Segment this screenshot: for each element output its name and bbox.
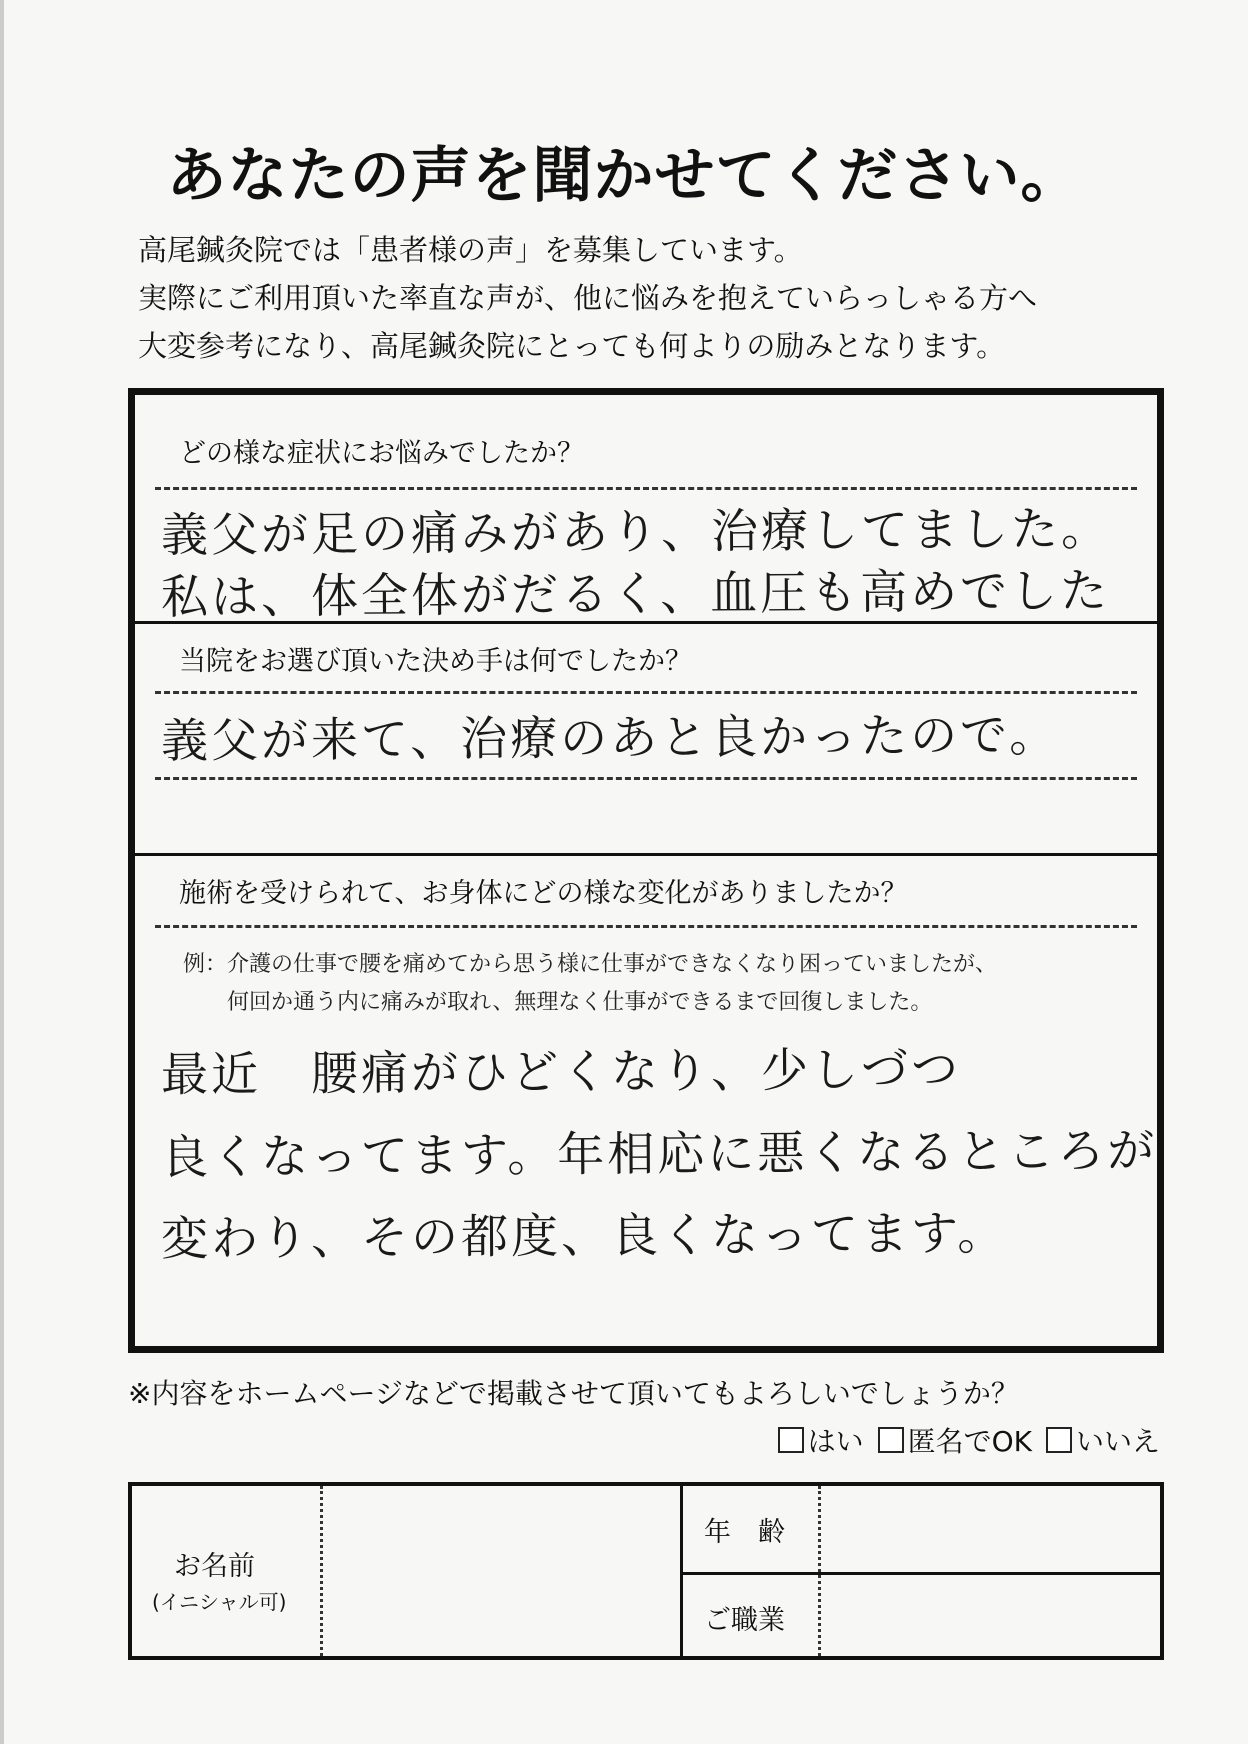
dashed-divider (155, 925, 1137, 928)
dotted-divider (818, 1486, 821, 1656)
checkbox-yes[interactable] (778, 1427, 804, 1453)
section-divider (135, 853, 1157, 856)
answer-symptoms-line: 私は、体全体がだるく、血圧も高めでした (160, 563, 1111, 626)
question-deciding-factor: 当院をお選び頂いた決め手は何でしたか？ (179, 646, 692, 677)
occupation-field[interactable] (830, 1580, 1150, 1652)
consent-option-yes[interactable] (778, 1420, 864, 1460)
name-label: お名前 (174, 1551, 255, 1582)
consent-question: ※内容をホームページなどで掲載させて頂いてもよろしいでしょうか？ (128, 1377, 1019, 1410)
scan-edge (0, 0, 4, 1744)
dashed-divider (155, 487, 1137, 490)
example-text-line: 例：介護の仕事で腰を痛めてから思う様に仕事ができなくなり困っていましたが、 (183, 952, 998, 977)
question-changes: 施術を受けられて、お身体にどの様な変化がありましたか？ (179, 878, 908, 909)
consent-option-label: はい (807, 1425, 864, 1458)
answer-changes-line: 最近 腰痛がひどくなり、少しづつ (160, 1042, 962, 1103)
occupation-label: ご職業 (704, 1605, 785, 1636)
example-text-line: 何回か通う内に痛みが取れ、無理なく仕事ができるまで回復しました。 (227, 990, 933, 1015)
intro-line: 実際にご利用頂いた率直な声が、他に悩みを抱えていらっしゃる方へ (138, 281, 1038, 315)
answer-deciding-factor-line: 義父が来て、治療のあと良かったので。 (160, 707, 1060, 770)
consent-option-label: 匿名でOK (907, 1425, 1032, 1458)
intro-line: 大変参考になり、高尾鍼灸院にとっても何よりの励みとなります。 (138, 329, 1006, 363)
checkbox-no[interactable] (1046, 1427, 1072, 1453)
answer-changes-line: 良くなってます。年相応に悪くなるところが (160, 1123, 1158, 1186)
intro-text (138, 226, 1198, 370)
consent-option-anonymous[interactable] (878, 1420, 1032, 1460)
dotted-divider (320, 1486, 323, 1656)
answer-symptoms-line: 義父が足の痛みがあり、治療してました。 (160, 501, 1112, 564)
consent-option-label: いいえ (1075, 1425, 1160, 1458)
survey-box (128, 388, 1164, 1353)
question-symptoms: どの様な症状にお悩みでしたか？ (179, 438, 584, 469)
page-title: あなたの声を聞かせてください。 (166, 141, 1082, 211)
intro-line: 高尾鍼灸院では「患者様の声」を募集しています。 (138, 233, 803, 267)
column-divider (680, 1486, 683, 1656)
dashed-divider (155, 777, 1137, 780)
name-note: (イニシャル可) (152, 1590, 287, 1614)
age-label: 年 齢 (704, 1517, 785, 1548)
answer-changes-line: 変わり、その都度、良くなってます。 (160, 1206, 1008, 1267)
age-field[interactable] (830, 1492, 1150, 1566)
consent-options (778, 1420, 1160, 1460)
info-table (128, 1482, 1164, 1660)
name-field[interactable] (332, 1496, 668, 1646)
row-divider (680, 1572, 1160, 1575)
section-divider (135, 621, 1157, 624)
consent-option-no[interactable] (1046, 1420, 1160, 1460)
checkbox-anonymous[interactable] (878, 1427, 904, 1453)
dashed-divider (155, 691, 1137, 694)
